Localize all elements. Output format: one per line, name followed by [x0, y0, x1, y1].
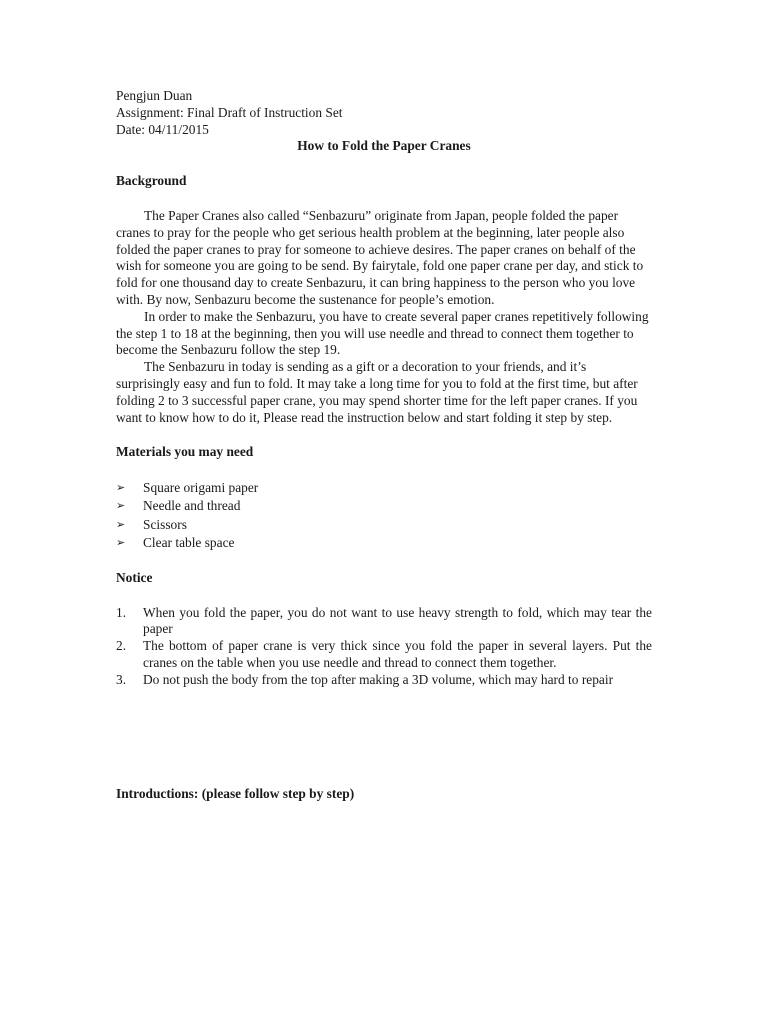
list-item [116, 516, 652, 534]
date-line: Date: 04/11/2015 [116, 121, 209, 137]
materials-list [116, 479, 652, 552]
list-item [116, 605, 652, 639]
notice-item-text: The bottom of paper crane is very thick since you fold the paper in several layers. Put the cranes on the table when you use needle and thread to connect them together. [143, 638, 652, 671]
material-item-label: Clear table space [143, 534, 235, 550]
background-paragraph-3: The Senbazuru in today is sending as a gift or a decoration to your friends, and it’s surprisingly easy and fun to fold. It may take a long time for you to fold at the first time, but after folding 2 to 3 successful paper crane, you may spend shorter time for the left paper cranes. If you want to know how to do it, Please read the instruction below and start folding it step by step. [116, 359, 638, 425]
list-item [116, 638, 652, 672]
document-body [116, 88, 652, 802]
introductions-heading: Introductions: (please follow step by step) [116, 785, 355, 801]
material-item-label: Scissors [143, 516, 187, 532]
arrowhead-bullet-icon: ➢ [116, 499, 126, 513]
material-item-label: Needle and thread [143, 498, 241, 514]
notice-list [116, 605, 652, 689]
material-item-label: Square origami paper [143, 480, 259, 496]
author-name: Pengjun Duan [116, 88, 193, 103]
background-paragraph-2: In order to make the Senbazuru, you have to create several paper cranes repetitively following the step 1 to 18 at the beginning, then you will use needle and thread to connect them together to become the Senbazuru follow the step 19. [116, 308, 649, 358]
notice-item-number: 1. [116, 604, 127, 620]
arrowhead-bullet-icon: ➢ [116, 535, 126, 549]
document-title: How to Fold the Paper Cranes [297, 138, 471, 154]
background-heading: Background [116, 173, 187, 189]
background-paragraph-1: The Paper Cranes also called “Senbazuru” originate from Japan, people folded the paper cranes to pray for the people who get serious health problem at the beginning, later people also folded the paper cranes to pray for someone to achieve desires. The paper cranes on behalf of the wish for someone you are going to be send. By fairytale, fold one paper crane per day, and stick to fold for one thousand day to create Senbazuru, it can bring happiness to the person who you love with. By now, Senbazuru become the sustenance for people’s emotion. [116, 207, 644, 307]
notice-item-number: 2. [116, 638, 127, 654]
list-item [116, 479, 652, 497]
arrowhead-bullet-icon: ➢ [116, 517, 126, 531]
notice-heading: Notice [116, 569, 153, 585]
notice-item-number: 3. [116, 671, 127, 687]
list-item [116, 672, 652, 689]
notice-item-text: Do not push the body from the top after making a 3D volume, which may hard to repair [143, 671, 614, 687]
materials-heading: Materials you may need [116, 444, 254, 460]
list-item [116, 534, 652, 552]
assignment-line: Assignment: Final Draft of Instruction Set [116, 104, 343, 120]
notice-item-text: When you fold the paper, you do not want to use heavy strength to fold, which may tear the paper [143, 604, 652, 637]
list-item [116, 497, 652, 515]
arrowhead-bullet-icon: ➢ [116, 481, 126, 495]
